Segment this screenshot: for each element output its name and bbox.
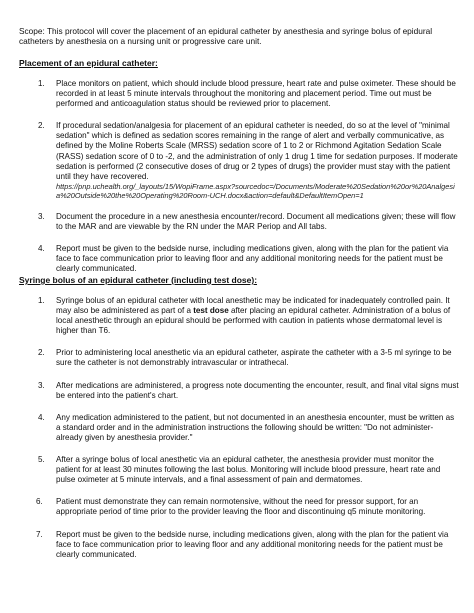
list-item: [19, 212, 459, 232]
item-number: 1.: [38, 296, 45, 305]
list-item: [19, 79, 459, 109]
item-text: Patient must demonstrate they can remain normotensive, without the need for pressor support, for an appropriate period of time prior to the provider leaving the floor and discontinuing q5 minute monitoring.: [56, 497, 426, 517]
item-text: Report must be given to the bedside nurse, including medications given, along with the plan for the patient via face to face communication prior to leaving floor and any additional monitoring needs for the patient must be clearly communicated.: [56, 529, 449, 559]
section-heading-syringe-bolus: Syringe bolus of an epidural catheter (including test dose):: [19, 275, 258, 285]
item-number: 4.: [38, 244, 45, 254]
item-number: 4.: [38, 412, 45, 422]
item-text: If procedural sedation/analgesia for placement of an epidural catheter is needed, do so at the level of "minimal sedation" which is defined as sedation scores remaining in the range of alert and verbally communicative, as defined by the Moline Roberts Scale (MRSS) sedation score of 1 to 2 or Richmond Agitation Sedation Scale (RASS) sedation score of 0 to -2, and the administration of only 1 drug 1 time for sedation purposes. If moderate sedation is performed (2 consecutive doses of drug or 2 types of drugs) the provider must stay with the patient until they have recovered.: [56, 121, 458, 181]
item-text: After a syringe bolus of local anesthetic via an epidural catheter, the anesthesia provider must monitor the patient for at least 30 minutes following the last bolus. Monitoring will include blood pressure, heart rate and pulse oximeter at 5 minute intervals, and a final assessment of pain and dermatomes.: [56, 455, 441, 485]
item-text: Any medication administered to the patient, but not documented in an anesthesia encounter, must be written as a standard order and in the administration instructions the following should be written: "Do not administer-already given by anesthesia provider.": [56, 412, 455, 442]
list-item: [19, 413, 459, 443]
list-item: [19, 497, 459, 517]
item-text: Document the procedure in a new anesthesia encounter/record. Document all medications given; these will flow to the MAR and are viewable by the RN under the MAR Periop and All tabs.: [56, 212, 456, 232]
item-number: 1.: [38, 79, 45, 88]
list-item: [19, 296, 459, 336]
scope-paragraph: Scope: This protocol will cover the placement of an epidural catheter by anesthesia and syringe bolus of epidural catheters by anesthesia on a nursing unit or progressive care unit.: [19, 26, 433, 47]
item-number: 5.: [38, 455, 45, 465]
list-item: [19, 121, 459, 200]
bolus-steps-list: [19, 296, 459, 572]
item-text: Place monitors on patient, which should include blood pressure, heart rate and pulse oximeter. These should be recorded in at least 5 minute intervals throughout the monitoring and placement period. Time out must be performed and anticoagulation status should be reviewed prior to placement.: [56, 79, 456, 109]
item-text: Syringe bolus of an epidural catheter with local anesthetic may be indicated for inadequately controlled pain. It may also be administered as part of a: [56, 296, 450, 316]
list-item: [19, 530, 459, 560]
list-item: [19, 348, 459, 368]
placement-steps-list: [19, 79, 459, 287]
item-number: 2.: [38, 121, 45, 131]
section-heading-placement: Placement of an epidural catheter:: [19, 58, 158, 68]
item-text: Prior to administering local anesthetic via an epidural catheter, aspirate the catheter with a 3-5 ml syringe to be sure the catheter is not demonstrably intravascular or intrathecal.: [56, 348, 452, 368]
item-number: 6.: [36, 497, 43, 507]
list-item: [19, 455, 459, 485]
item-text: After medications are administered, a progress note documenting the encounter, result, and final vital signs must be entered into the patient's chart.: [56, 380, 459, 400]
test-dose-emphasis: test dose: [193, 306, 229, 316]
list-item: [19, 381, 459, 401]
policy-link[interactable]: https://pnp.uchealth.org/_layouts/15/WopiFrame.aspx?sourcedoc=/Documents/Moderate%20Sedation%20or%20Analgesia%20Outside%20the%20Operating%20Room-UCH.docx&action=default&DefaultItemOpen=1: [56, 181, 455, 200]
list-item: [19, 244, 459, 274]
item-number: 2.: [38, 348, 45, 358]
item-number: 3.: [38, 212, 45, 222]
item-text: after placing an epidural catheter. Administration of a bolus of local anesthetic through an epidural should be performed with caution in patients whose dermatomal level is higher than T6.: [56, 306, 451, 336]
item-number: 3.: [38, 380, 45, 390]
item-text: Report must be given to the bedside nurse, including medications given, along with the plan for the patient via face to face communication prior to leaving floor and any additional monitoring needs for the patient must be clearly communicated.: [56, 244, 449, 274]
item-number: 7.: [36, 529, 43, 539]
